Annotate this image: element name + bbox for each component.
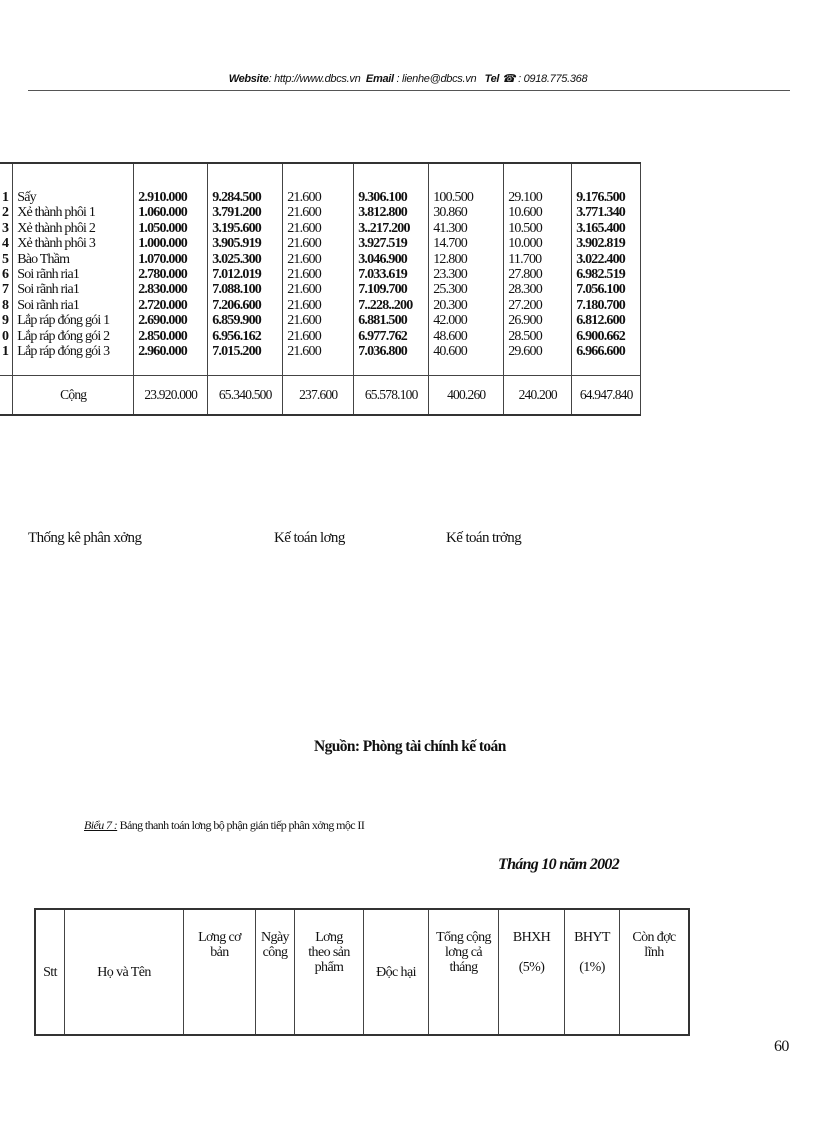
cell-value: 2.850.000 — [138, 328, 188, 344]
cell-value: 1.070.000 — [138, 251, 188, 267]
header-net-pay — [620, 909, 690, 1035]
cell-value: 28.300 — [508, 282, 542, 298]
total-label: Cộng — [13, 376, 134, 416]
cell-value: 23.300 — [433, 267, 467, 283]
cell-value: 12.800 — [433, 251, 467, 267]
cell-value: 9.176.500 — [576, 190, 626, 205]
header-line: Tổng cộng — [436, 930, 491, 945]
cell-value: 7.012.019 — [212, 267, 262, 283]
header-line: công — [262, 945, 288, 960]
cell-value: 7.206.600 — [212, 297, 262, 313]
cell-value: 2.960.000 — [138, 344, 188, 360]
total-value: 65.578.100 — [354, 376, 429, 416]
cell-value: 8 — [2, 297, 9, 313]
value-column-1 — [134, 163, 208, 376]
cell-value: 30.860 — [433, 205, 467, 221]
header-line: Còn đợc — [632, 930, 676, 945]
cell-value: 3.165.400 — [576, 220, 626, 236]
cell-value: 1 — [2, 190, 9, 205]
header-product-salary — [295, 909, 364, 1035]
cell-value: 21.600 — [287, 220, 321, 236]
value-column-2 — [208, 163, 283, 376]
cell-value: 3.022.400 — [576, 251, 626, 267]
header-base-salary — [184, 909, 256, 1035]
email-label: Email — [365, 73, 394, 85]
header-line: Lơng cơ — [198, 930, 241, 945]
report-date: Tháng 10 năm 2002 — [498, 856, 620, 873]
total-value: 23.920.000 — [134, 376, 208, 416]
cell-value: 2.720.000 — [138, 297, 188, 313]
header-line: BHXH — [512, 930, 551, 945]
table-body-row — [0, 163, 641, 376]
cell-value: 100.500 — [433, 190, 474, 205]
header-health-insurance — [565, 909, 620, 1035]
cell-value: 48.600 — [433, 328, 467, 344]
cell-value: 25.300 — [433, 282, 467, 298]
page-number: 60 — [774, 1038, 789, 1055]
cell-value: 29.100 — [508, 190, 542, 205]
cell-value: 2.830.000 — [138, 282, 188, 298]
cell-value: 10.500 — [508, 220, 542, 236]
cell-value: 0 — [2, 328, 9, 344]
cell-value: 7.033.619 — [358, 267, 408, 283]
cell-value: 10.000 — [508, 236, 542, 252]
source-note: Nguồn: Phòng tài chính kế toán — [314, 738, 506, 755]
cell-value: 6 — [2, 267, 9, 283]
cell-value: 2.910.000 — [138, 190, 188, 205]
row-name: Bào Thầm — [17, 251, 70, 267]
header-line: lĩnh — [644, 945, 664, 960]
cell-value: 29.600 — [508, 344, 542, 360]
index-column — [0, 163, 13, 376]
table-caption — [84, 818, 364, 833]
cell-value: 26.900 — [508, 313, 542, 329]
cell-value: 3.195.600 — [212, 220, 262, 236]
cell-value: 28.500 — [508, 328, 542, 344]
row-name: Lắp ráp đóng gói 2 — [17, 328, 110, 344]
cell-value: 2.690.000 — [138, 313, 188, 329]
row-name: Soi rãnh ria1 — [17, 282, 80, 298]
email-address[interactable]: : lienhe@dbcs.vn — [393, 73, 477, 85]
header-line: Họ và Tên — [97, 964, 151, 980]
cell-value: 3..217.200 — [358, 220, 410, 236]
cell-value: 9 — [2, 313, 9, 329]
value-column-4 — [354, 163, 429, 376]
cell-value: 6.956.162 — [212, 328, 262, 344]
total-value: 237.600 — [283, 376, 354, 416]
header-line: lơng cả — [444, 945, 483, 960]
row-name: Soi rãnh ria1 — [17, 267, 80, 283]
header-line: Stt — [43, 964, 57, 980]
cell-value: 42.000 — [433, 313, 467, 329]
cell-value: 9.284.500 — [212, 190, 262, 205]
cell-value: 3.812.800 — [358, 205, 408, 221]
cell-value: 3.025.300 — [212, 251, 262, 267]
cell-value: 1.060.000 — [138, 205, 188, 221]
cell-value: 2.780.000 — [138, 267, 188, 283]
cell-value: 6.881.500 — [358, 313, 408, 329]
header-total-salary — [429, 909, 499, 1035]
cell-value: 6.812.600 — [576, 313, 626, 329]
cell-value: 21.600 — [287, 236, 321, 252]
header-line: (1%) — [579, 960, 605, 975]
salary-table-upper — [0, 162, 641, 416]
cell-value: 21.600 — [287, 251, 321, 267]
cell-value: 6.977.762 — [358, 328, 408, 344]
cell-value: 21.600 — [287, 190, 321, 205]
row-name: Xẻ thành phôi 1 — [17, 205, 96, 221]
caption-label: Biểu 7 : — [84, 818, 118, 832]
header-line — [502, 945, 561, 960]
cell-value: 7..228..200 — [358, 297, 413, 313]
cell-value: 3.902.819 — [576, 236, 626, 252]
header-line: phẩm — [314, 960, 344, 975]
cell-value: 3.905.919 — [212, 236, 262, 252]
row-name: Xẻ thành phôi 3 — [17, 236, 96, 252]
cell-value: 6.859.900 — [212, 313, 262, 329]
cell-value: 9.306.100 — [358, 190, 408, 205]
header-line: (5%) — [518, 960, 545, 975]
header-line: theo sản — [308, 945, 350, 960]
signature-payroll-accountant: Kế toán lơng — [274, 530, 345, 546]
cell-value: 41.300 — [433, 220, 467, 236]
header-line: Lơng — [315, 930, 343, 945]
cell-value: 21.600 — [287, 344, 321, 360]
cell-value: 27.800 — [508, 267, 542, 283]
row-name: Lắp ráp đóng gói 3 — [17, 344, 110, 360]
cell-value: 20.300 — [433, 297, 467, 313]
total-value: 64.947.840 — [572, 376, 641, 416]
cell-value: 7.088.100 — [212, 282, 262, 298]
header-workdays — [256, 909, 295, 1035]
value-column-3 — [283, 163, 354, 376]
row-name: Soi rãnh ria1 — [17, 297, 80, 313]
cell-value: 40.600 — [433, 344, 467, 360]
cell-value: 5 — [2, 251, 9, 267]
header-line: Độc hại — [376, 964, 416, 980]
cell-value: 3 — [2, 220, 9, 236]
header-stt — [35, 909, 65, 1035]
cell-value: 6.900.662 — [576, 328, 626, 344]
cell-value: 7.056.100 — [576, 282, 626, 298]
total-value: 240.200 — [504, 376, 572, 416]
cell-value: 21.600 — [287, 267, 321, 283]
cell-value: 11.700 — [508, 251, 542, 267]
cell-value: 3.927.519 — [358, 236, 408, 252]
value-column-6 — [504, 163, 572, 376]
cell-value: 7.015.200 — [212, 344, 262, 360]
cell-value: 7.109.700 — [358, 282, 408, 298]
row-name: Xẻ thành phôi 2 — [17, 220, 96, 236]
row-name: Sấy — [17, 190, 36, 205]
caption-text: Bảng thanh toán lơng bộ phận gián tiếp phân xởng mộc II — [117, 818, 365, 832]
cell-value: 4 — [2, 236, 9, 252]
cell-value: 6.966.600 — [576, 344, 626, 360]
header-line: bản — [210, 945, 229, 960]
total-value: 65.340.500 — [208, 376, 283, 416]
row-name: Lắp ráp đóng gói 1 — [17, 313, 110, 329]
header-hazard — [364, 909, 429, 1035]
cell-value: 21.600 — [287, 205, 321, 221]
cell-value: 1 — [2, 344, 9, 360]
header-line: Ngày — [261, 930, 289, 945]
header-line: BHYT — [574, 930, 610, 945]
cell-value: 2 — [2, 205, 9, 221]
page-header — [0, 72, 816, 85]
total-row — [0, 376, 641, 416]
cell-value: 21.600 — [287, 282, 321, 298]
cell-value: 21.600 — [287, 328, 321, 344]
salary-table-lower — [34, 908, 690, 1036]
phone-number: ☎ : 0918.775.368 — [499, 73, 588, 85]
header-social-insurance — [499, 909, 565, 1035]
header-line: tháng — [449, 960, 478, 975]
cell-value: 7 — [2, 282, 9, 298]
cell-value: 7.036.800 — [358, 344, 408, 360]
signature-statistics: Thống kê phân xởng — [28, 530, 142, 546]
cell-value: 10.600 — [508, 205, 542, 221]
table-header-row — [35, 909, 689, 1035]
cell-value: 3.791.200 — [212, 205, 262, 221]
website-label: Website — [228, 73, 269, 85]
name-column — [13, 163, 134, 376]
cell-value: 1.000.000 — [138, 236, 188, 252]
cell-value: 1.050.000 — [138, 220, 188, 236]
website-url[interactable]: : http://www.dbcs.vn — [268, 73, 361, 85]
cell-value: 21.600 — [287, 297, 321, 313]
total-value: 400.260 — [429, 376, 504, 416]
cell-value: 21.600 — [287, 313, 321, 329]
value-column-5 — [429, 163, 504, 376]
signature-chief-accountant: Kế toán trởng — [446, 530, 522, 546]
cell-value: 3.771.340 — [576, 205, 626, 221]
header-line — [568, 945, 616, 960]
tel-label: Tel — [484, 73, 500, 85]
cell-value: 27.200 — [508, 297, 542, 313]
cell-value: 7.180.700 — [576, 297, 626, 313]
header-divider — [28, 90, 790, 91]
cell-value: 14.700 — [433, 236, 467, 252]
cell-value: 3.046.900 — [358, 251, 408, 267]
header-name — [65, 909, 184, 1035]
value-column-7 — [572, 163, 641, 376]
cell-value: 6.982.519 — [576, 267, 626, 283]
